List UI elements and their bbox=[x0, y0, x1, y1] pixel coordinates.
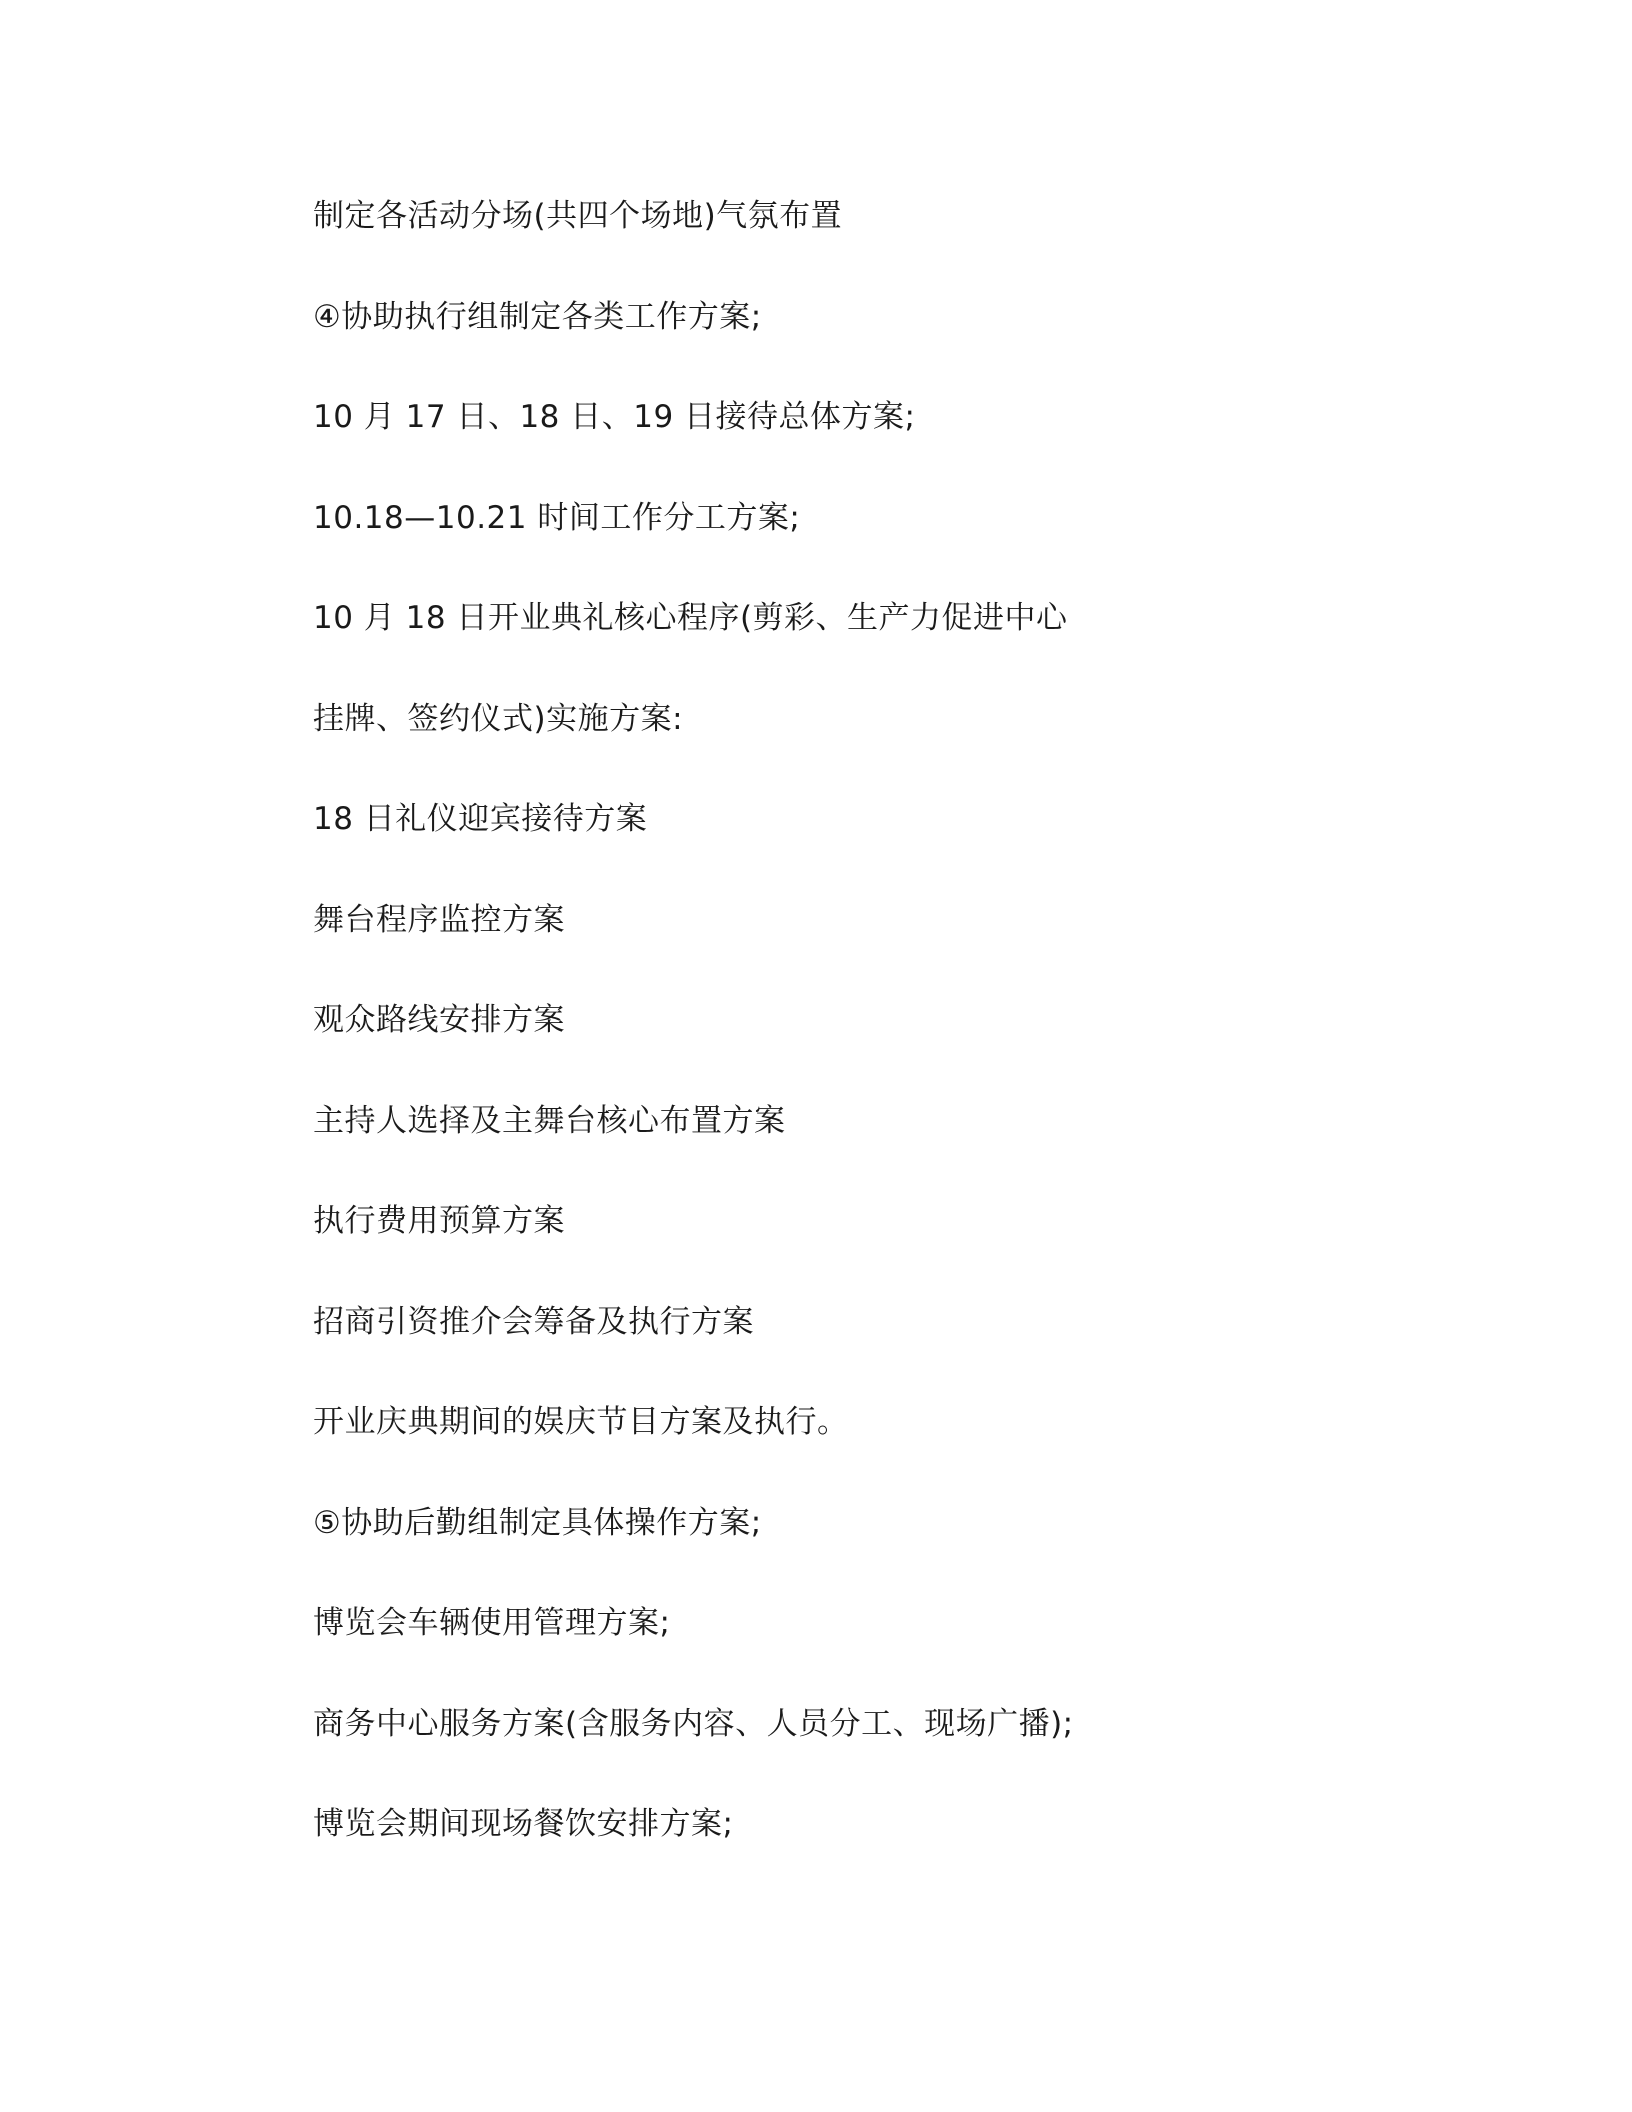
text-line: 博览会车辆使用管理方案; bbox=[313, 1605, 671, 1641]
text-line: 制定各活动分场(共四个场地)气氛布置 bbox=[313, 198, 843, 234]
text-line: 10 月 17 日、18 日、19 日接待总体方案; bbox=[313, 399, 916, 435]
text-line: 10.18—10.21 时间工作分工方案; bbox=[313, 499, 801, 536]
document-body bbox=[313, 188, 1493, 1897]
text-line: 舞台程序监控方案 bbox=[313, 901, 565, 938]
text-line: 招商引资推介会筹备及执行方案 bbox=[313, 1303, 754, 1340]
text-line: 博览会期间现场餐饮安排方案; bbox=[313, 1806, 734, 1842]
text-line: 开业庆典期间的娱庆节目方案及执行。 bbox=[313, 1404, 849, 1440]
text-line: 10 月 18 日开业典礼核心程序(剪彩、生产力促进中心 bbox=[313, 600, 1068, 636]
text-line: 18 日礼仪迎宾接待方案 bbox=[313, 801, 648, 837]
text-line: 主持人选择及主舞台核心布置方案 bbox=[313, 1102, 786, 1139]
text-line: ⑤协助后勤组制定具体操作方案; bbox=[313, 1504, 762, 1541]
text-line: 商务中心服务方案(含服务内容、人员分工、现场广播); bbox=[313, 1705, 1074, 1742]
text-line: 观众路线安排方案 bbox=[313, 1002, 565, 1038]
text-line: 挂牌、签约仪式)实施方案: bbox=[313, 700, 684, 737]
text-line: ④协助执行组制定各类工作方案; bbox=[313, 298, 762, 335]
text-line: 执行费用预算方案 bbox=[313, 1203, 565, 1239]
